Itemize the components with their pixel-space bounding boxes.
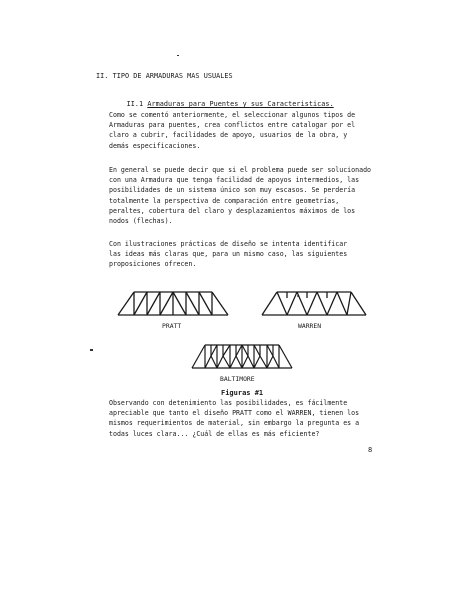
text-line: Observando con detenimiento las posibilidades, es fácilmente (109, 399, 348, 407)
pratt-caption: PRATT (162, 322, 182, 330)
subheading-title: Armaduras para Puentes y sus Caracteristicas. (147, 100, 334, 108)
text-line: peraltes, cobertura del claro y desplazamientos máximos de los (109, 206, 356, 215)
text-line: totalmente la perspectiva de comparación entre geometrías, (109, 196, 340, 205)
figure-title: Figuras #1 (221, 389, 264, 397)
text-line: claro a cubrir, facilidades de apoyo, usuarios de la obra, y (109, 131, 348, 140)
page-number: 8 (368, 446, 373, 454)
text-line: mismos requerimientos de material, sin embargo la pregunta es a (109, 419, 360, 428)
paragraph-2 (109, 165, 374, 226)
text-line: nodos (flechas). (109, 216, 173, 225)
text-line: En general se puede decir que si el problema puede ser solucionado (109, 166, 372, 174)
baltimore-truss-drawing (190, 342, 294, 372)
paragraph-1 (109, 110, 374, 151)
section-heading: II. TIPO DE ARMADURAS MAS USUALES (96, 72, 233, 80)
text-line: posibilidades de un sistema único son muy escasos. Se perdería (109, 186, 356, 195)
text-line: todas luces clara... ¿Cuál de ellas es más eficiente? (109, 429, 320, 438)
text-line: con una Armadura que tenga facilidad de apoyos intermedios, las (109, 176, 360, 185)
closing-paragraph (109, 398, 374, 439)
warren-caption: WARREN (298, 322, 322, 330)
scan-speck (177, 55, 179, 56)
text-line: proposiciones ofrecen. (109, 260, 197, 269)
text-line: demás especificaciones. (109, 141, 201, 150)
subheading-number: II.1 (126, 100, 144, 108)
text-line: Armaduras para puentes, crea conflictos entre catalogar por el (109, 121, 356, 130)
text-line: Como se comentó anteriormente, el seleccionar algunos tipos de (109, 111, 356, 119)
warren-truss-drawing (260, 289, 368, 319)
scan-speck (90, 349, 93, 351)
text-line: apreciable que tanto el diseño PRATT como el WARREN, tienen los (109, 409, 360, 418)
paragraph-3 (109, 239, 374, 270)
baltimore-caption: BALTIMORE (220, 375, 255, 383)
pratt-truss-drawing (116, 289, 230, 319)
text-line: las ideas más claras que, para un mismo caso, las siguientes (109, 250, 348, 259)
text-line: Con ilustraciones prácticas de diseño se intenta identificar (109, 240, 348, 248)
